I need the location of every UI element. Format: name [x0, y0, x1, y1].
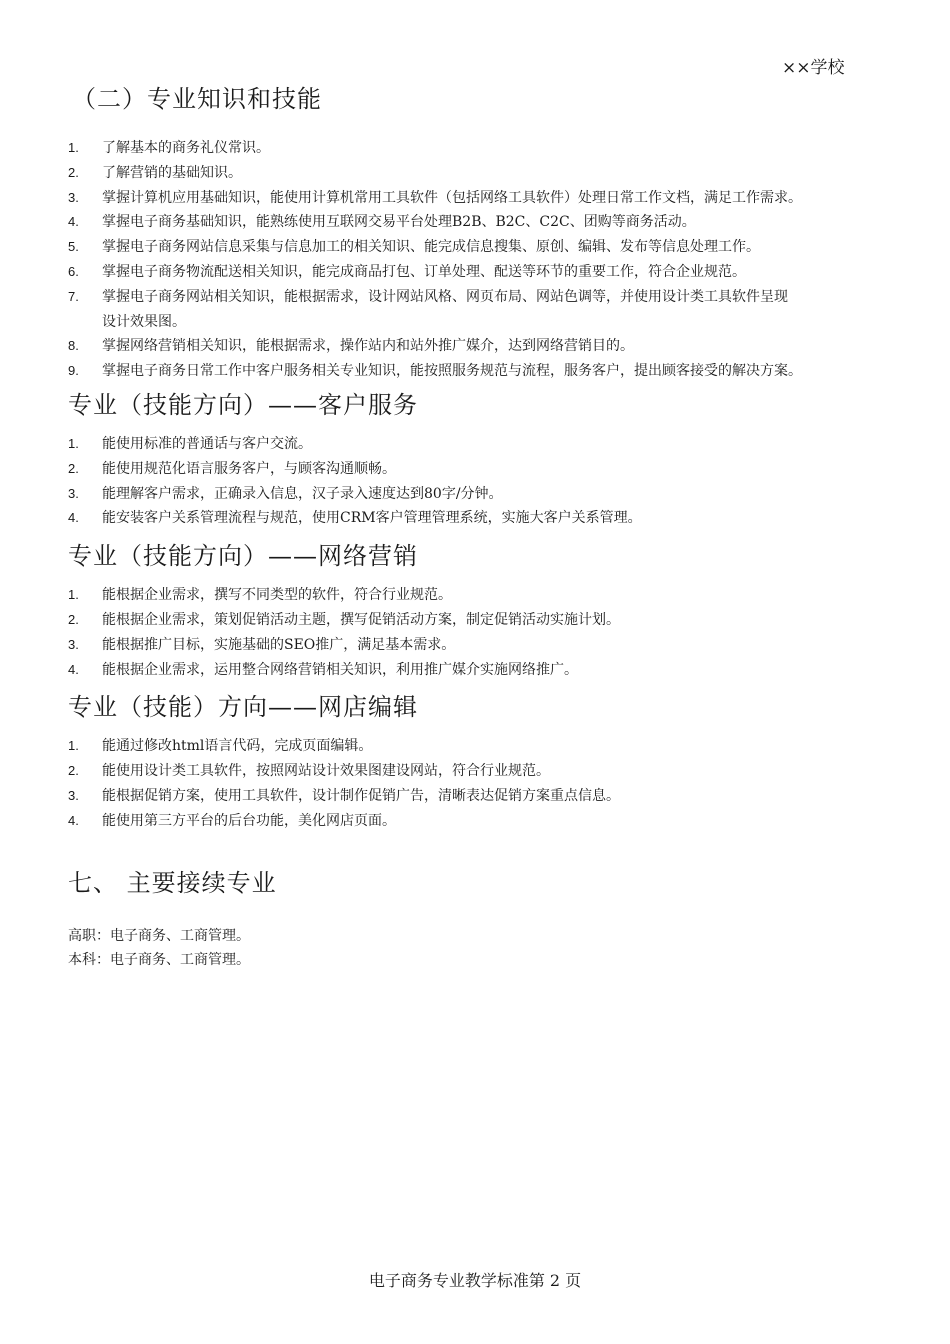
page-footer: 电子商务专业教学标准第 2 页: [368, 1271, 582, 1290]
list-item: 7. 掌握电子商务网站相关知识，能根据需求，设计网站风格、网页布局、网站色调等，并使用设计类工具软件呈现 设计效果图。: [68, 288, 788, 330]
section-title-knowledge: （二）专业知识和技能: [72, 85, 322, 113]
list-item: 4. 能使用第三方平台的后台功能，美化网店页面。: [68, 812, 396, 829]
school-name: ××学校: [782, 58, 845, 78]
list-item: 1. 能使用标准的普通话与客户交流。: [68, 435, 312, 452]
list-item: 1. 能通过修改html语言代码，完成页面编辑。: [68, 738, 373, 755]
section-title-continuing-majors: 七、 主要接续专业: [68, 868, 277, 897]
customer-service-list: [68, 432, 898, 531]
list-item: 3. 能理解客户需求，正确录入信息，汉子录入速度达到80字/分钟。: [68, 485, 503, 502]
list-item: 9. 掌握电子商务日常工作中客户服务相关专业知识，能按照服务规范与流程，服务客户，提出顾客接受的解决方案。: [68, 363, 802, 380]
section-title-online-shop: 专业（技能）方向——网店编辑: [68, 693, 418, 722]
section-title-customer-service: 专业（技能方向）——客户服务: [68, 390, 418, 419]
list-item: 1. 了解基本的商务礼仪常识。: [68, 140, 270, 156]
network-marketing-list: [68, 583, 898, 682]
continuing-majors-lines: [68, 924, 898, 972]
knowledge-list: [68, 136, 898, 384]
list-item: 2. 能使用规范化语言服务客户，与顾客沟通顺畅。: [68, 460, 396, 477]
list-item: 3. 能根据推广目标，实施基础的SEO推广，满足基本需求。: [68, 636, 456, 653]
undergraduate-line: 本科：电子商务、工商管理。: [68, 951, 250, 968]
list-item: 3. 能根据促销方案，使用工具软件，设计制作促销广告，清晰表达促销方案重点信息。: [68, 787, 620, 804]
vocational-line: 高职：电子商务、工商管理。: [68, 927, 250, 944]
list-item: 6. 掌握电子商务物流配送相关知识，能完成商品打包、订单处理、配送等环节的重要工作，符合企业规范。: [68, 263, 746, 280]
list-item: 5. 掌握电子商务网站信息采集与信息加工的相关知识、能完成信息搜集、原创、编辑、发布等信息处理工作。: [68, 239, 760, 256]
list-item: 4. 掌握电子商务基础知识，能熟练使用互联网交易平台处理B2B、B2C、C2C、团购等商务活动。: [68, 214, 696, 231]
list-item: 2. 能根据企业需求，策划促销活动主题，撰写促销活动方案，制定促销活动实施计划。: [68, 611, 620, 628]
list-item: 4. 能安装客户关系管理流程与规范，使用CRM客户管理管理系统，实施大客户关系管理。: [68, 510, 642, 527]
document-body: [68, 82, 898, 972]
list-item: 2. 了解营销的基础知识。: [68, 164, 242, 181]
list-item: 8. 掌握网络营销相关知识，能根据需求，操作站内和站外推广媒介，达到网络营销目的。: [68, 338, 634, 355]
list-item: 3. 掌握计算机应用基础知识，能使用计算机常用工具软件（包括网络工具软件）处理日常工作文档，满足工作需求。: [68, 189, 802, 206]
list-item: 2. 能使用设计类工具软件，按照网站设计效果图建设网站，符合行业规范。: [68, 763, 550, 780]
section-title-network-marketing: 专业（技能方向）——网络营销: [68, 542, 418, 571]
list-item: 1. 能根据企业需求，撰写不同类型的软件，符合行业规范。: [68, 587, 452, 604]
online-shop-list: [68, 734, 898, 833]
list-item: 4. 能根据企业需求，运用整合网络营销相关知识，利用推广媒介实施网络推广。: [68, 661, 578, 678]
